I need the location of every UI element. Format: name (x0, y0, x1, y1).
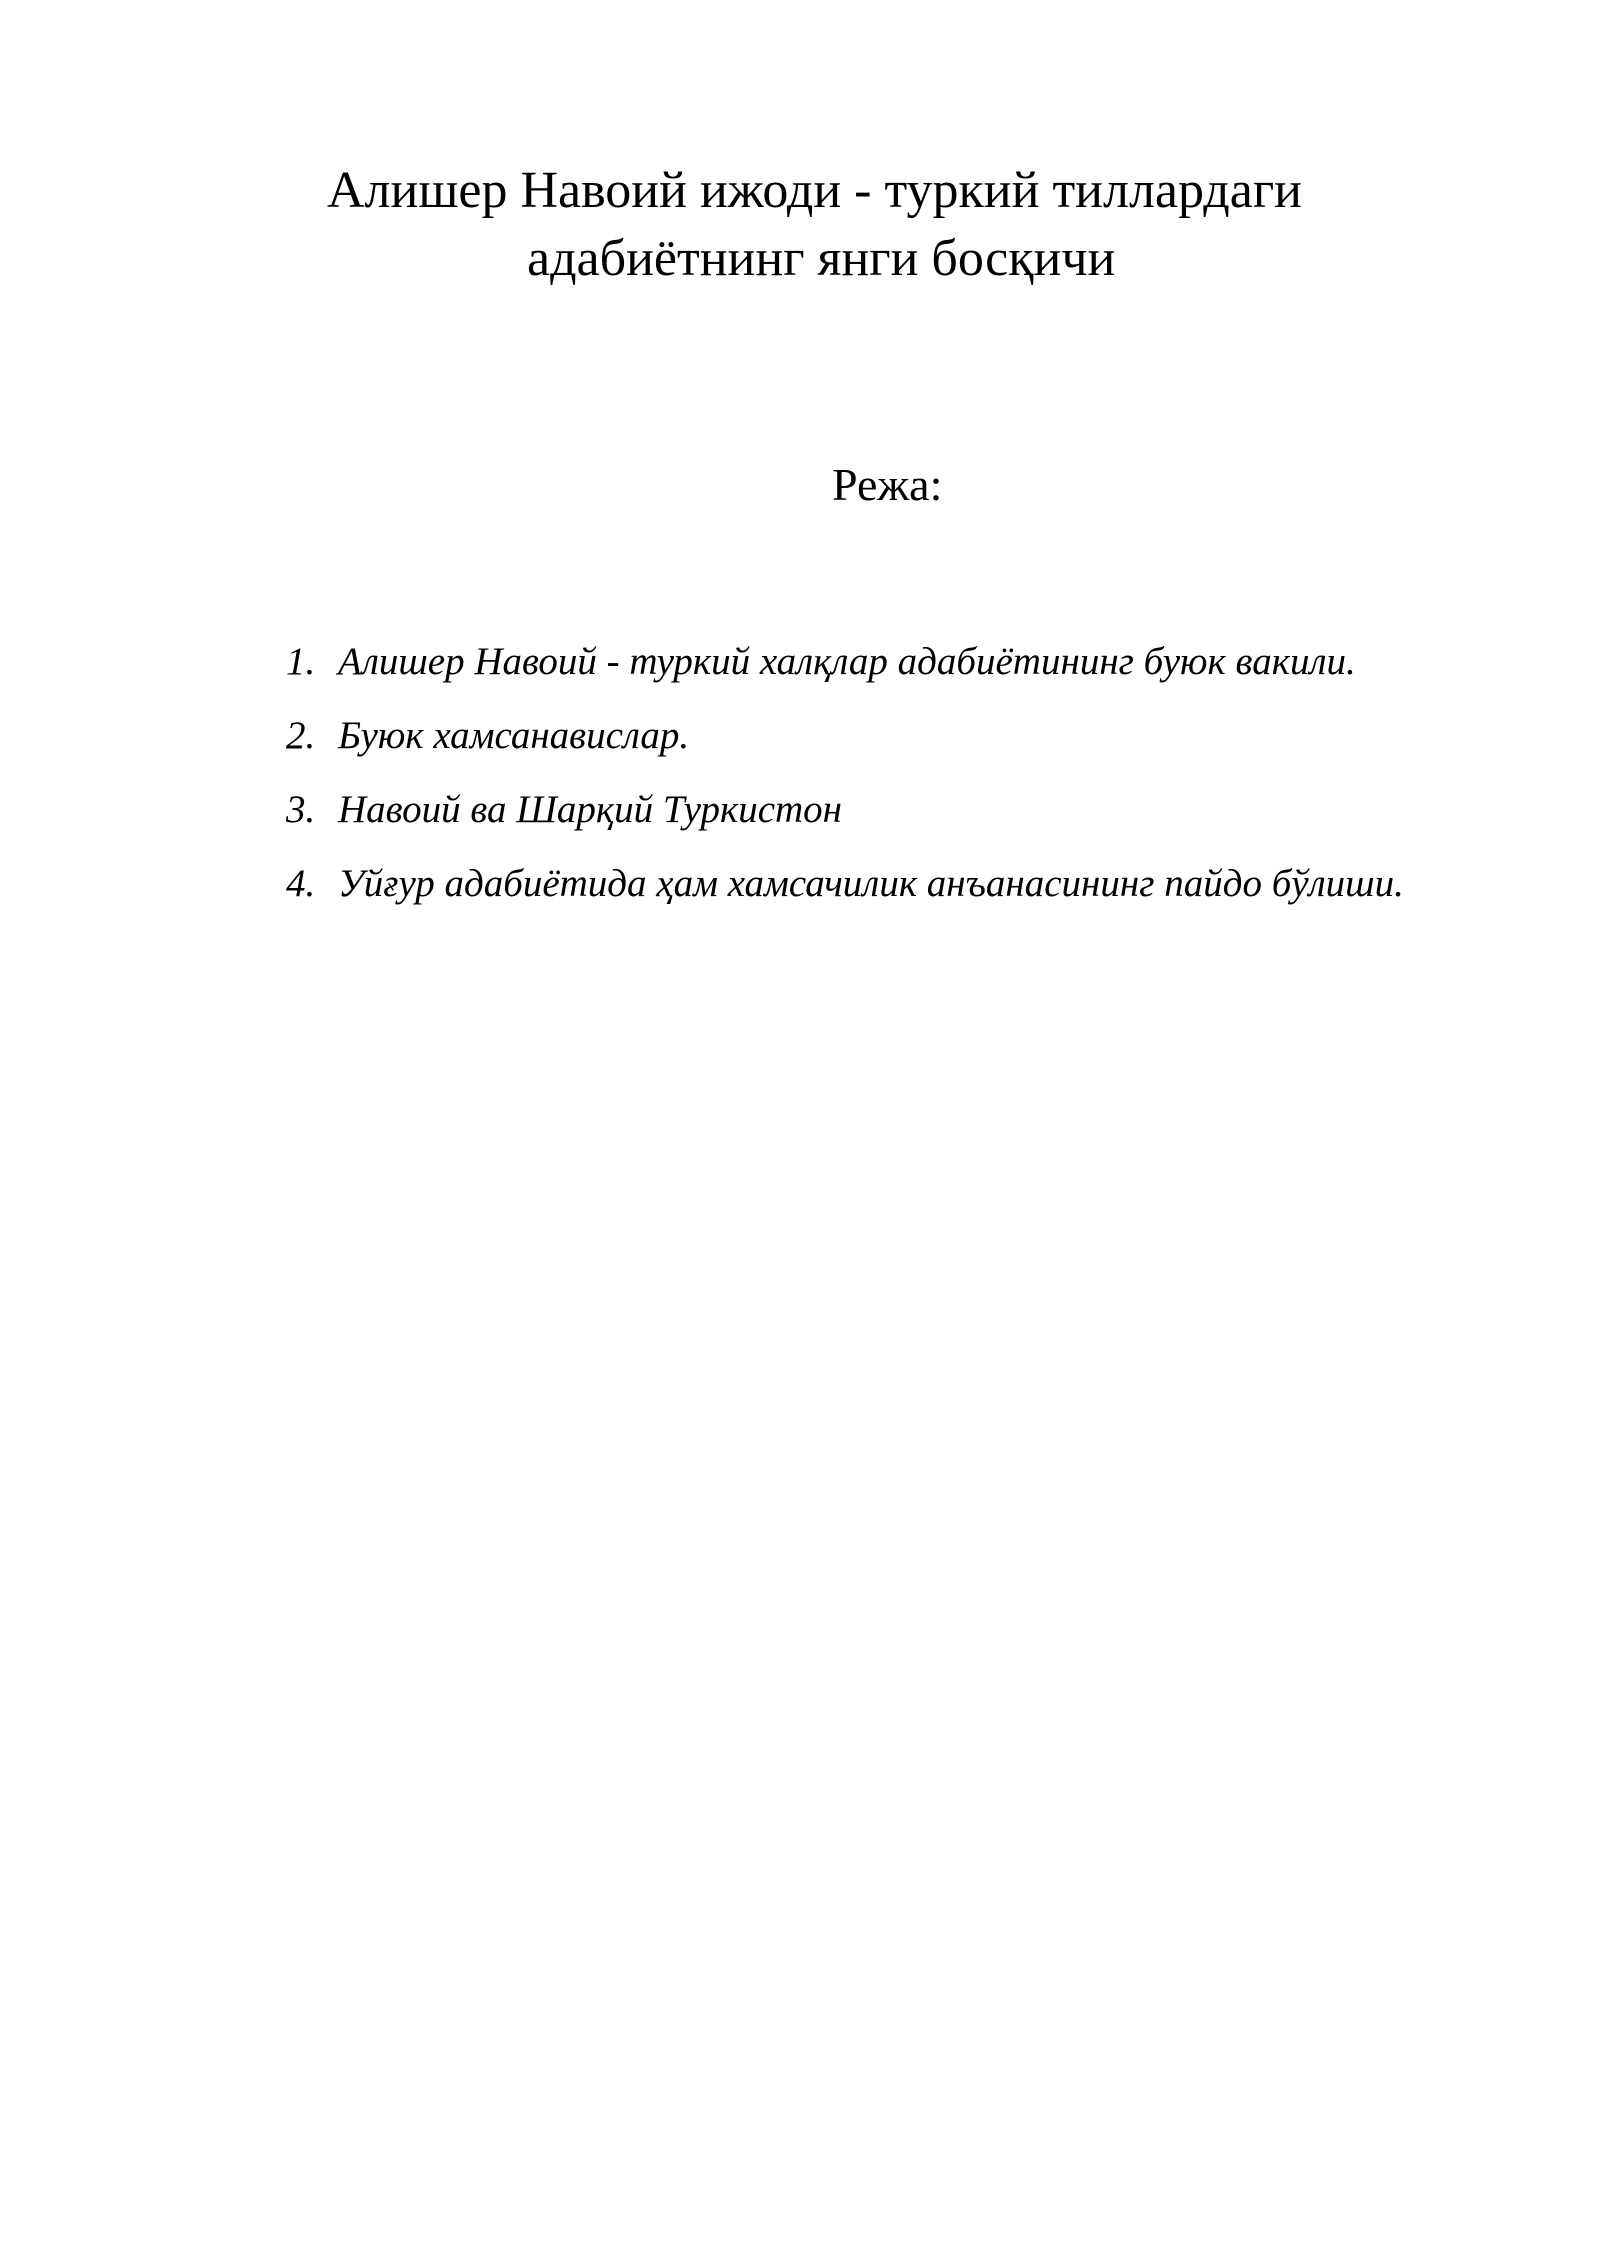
plan-list (286, 625, 1490, 921)
plan-item-number: 4. (286, 862, 316, 905)
plan-item-4 (286, 847, 1490, 921)
plan-item-number: 2. (286, 714, 316, 757)
plan-item-number: 1. (286, 640, 316, 683)
plan-item-2 (286, 699, 1490, 773)
plan-item-1 (286, 625, 1490, 699)
plan-item-text: Навоий ва Шарқий Туркистон (338, 788, 843, 831)
plan-item-text: Уйғур адабиётида ҳам хамсачилик анъанасининг пайдо бўлиши. (338, 862, 1404, 905)
plan-item-text: Буюк хамсанавислар. (338, 714, 690, 757)
plan-item-number: 3. (286, 788, 316, 831)
plan-heading: Режа: (832, 459, 943, 510)
plan-item-3 (286, 773, 1490, 847)
document-title-line-2: адабиётнинг янги босқичи (527, 230, 1116, 287)
plan-item-text: Алишер Навоий - туркий халқлар адабиётининг буюк вакили. (338, 640, 1356, 683)
document-title-line-1: Алишер Навоий ижоди - туркий тиллардаги (327, 162, 1302, 219)
